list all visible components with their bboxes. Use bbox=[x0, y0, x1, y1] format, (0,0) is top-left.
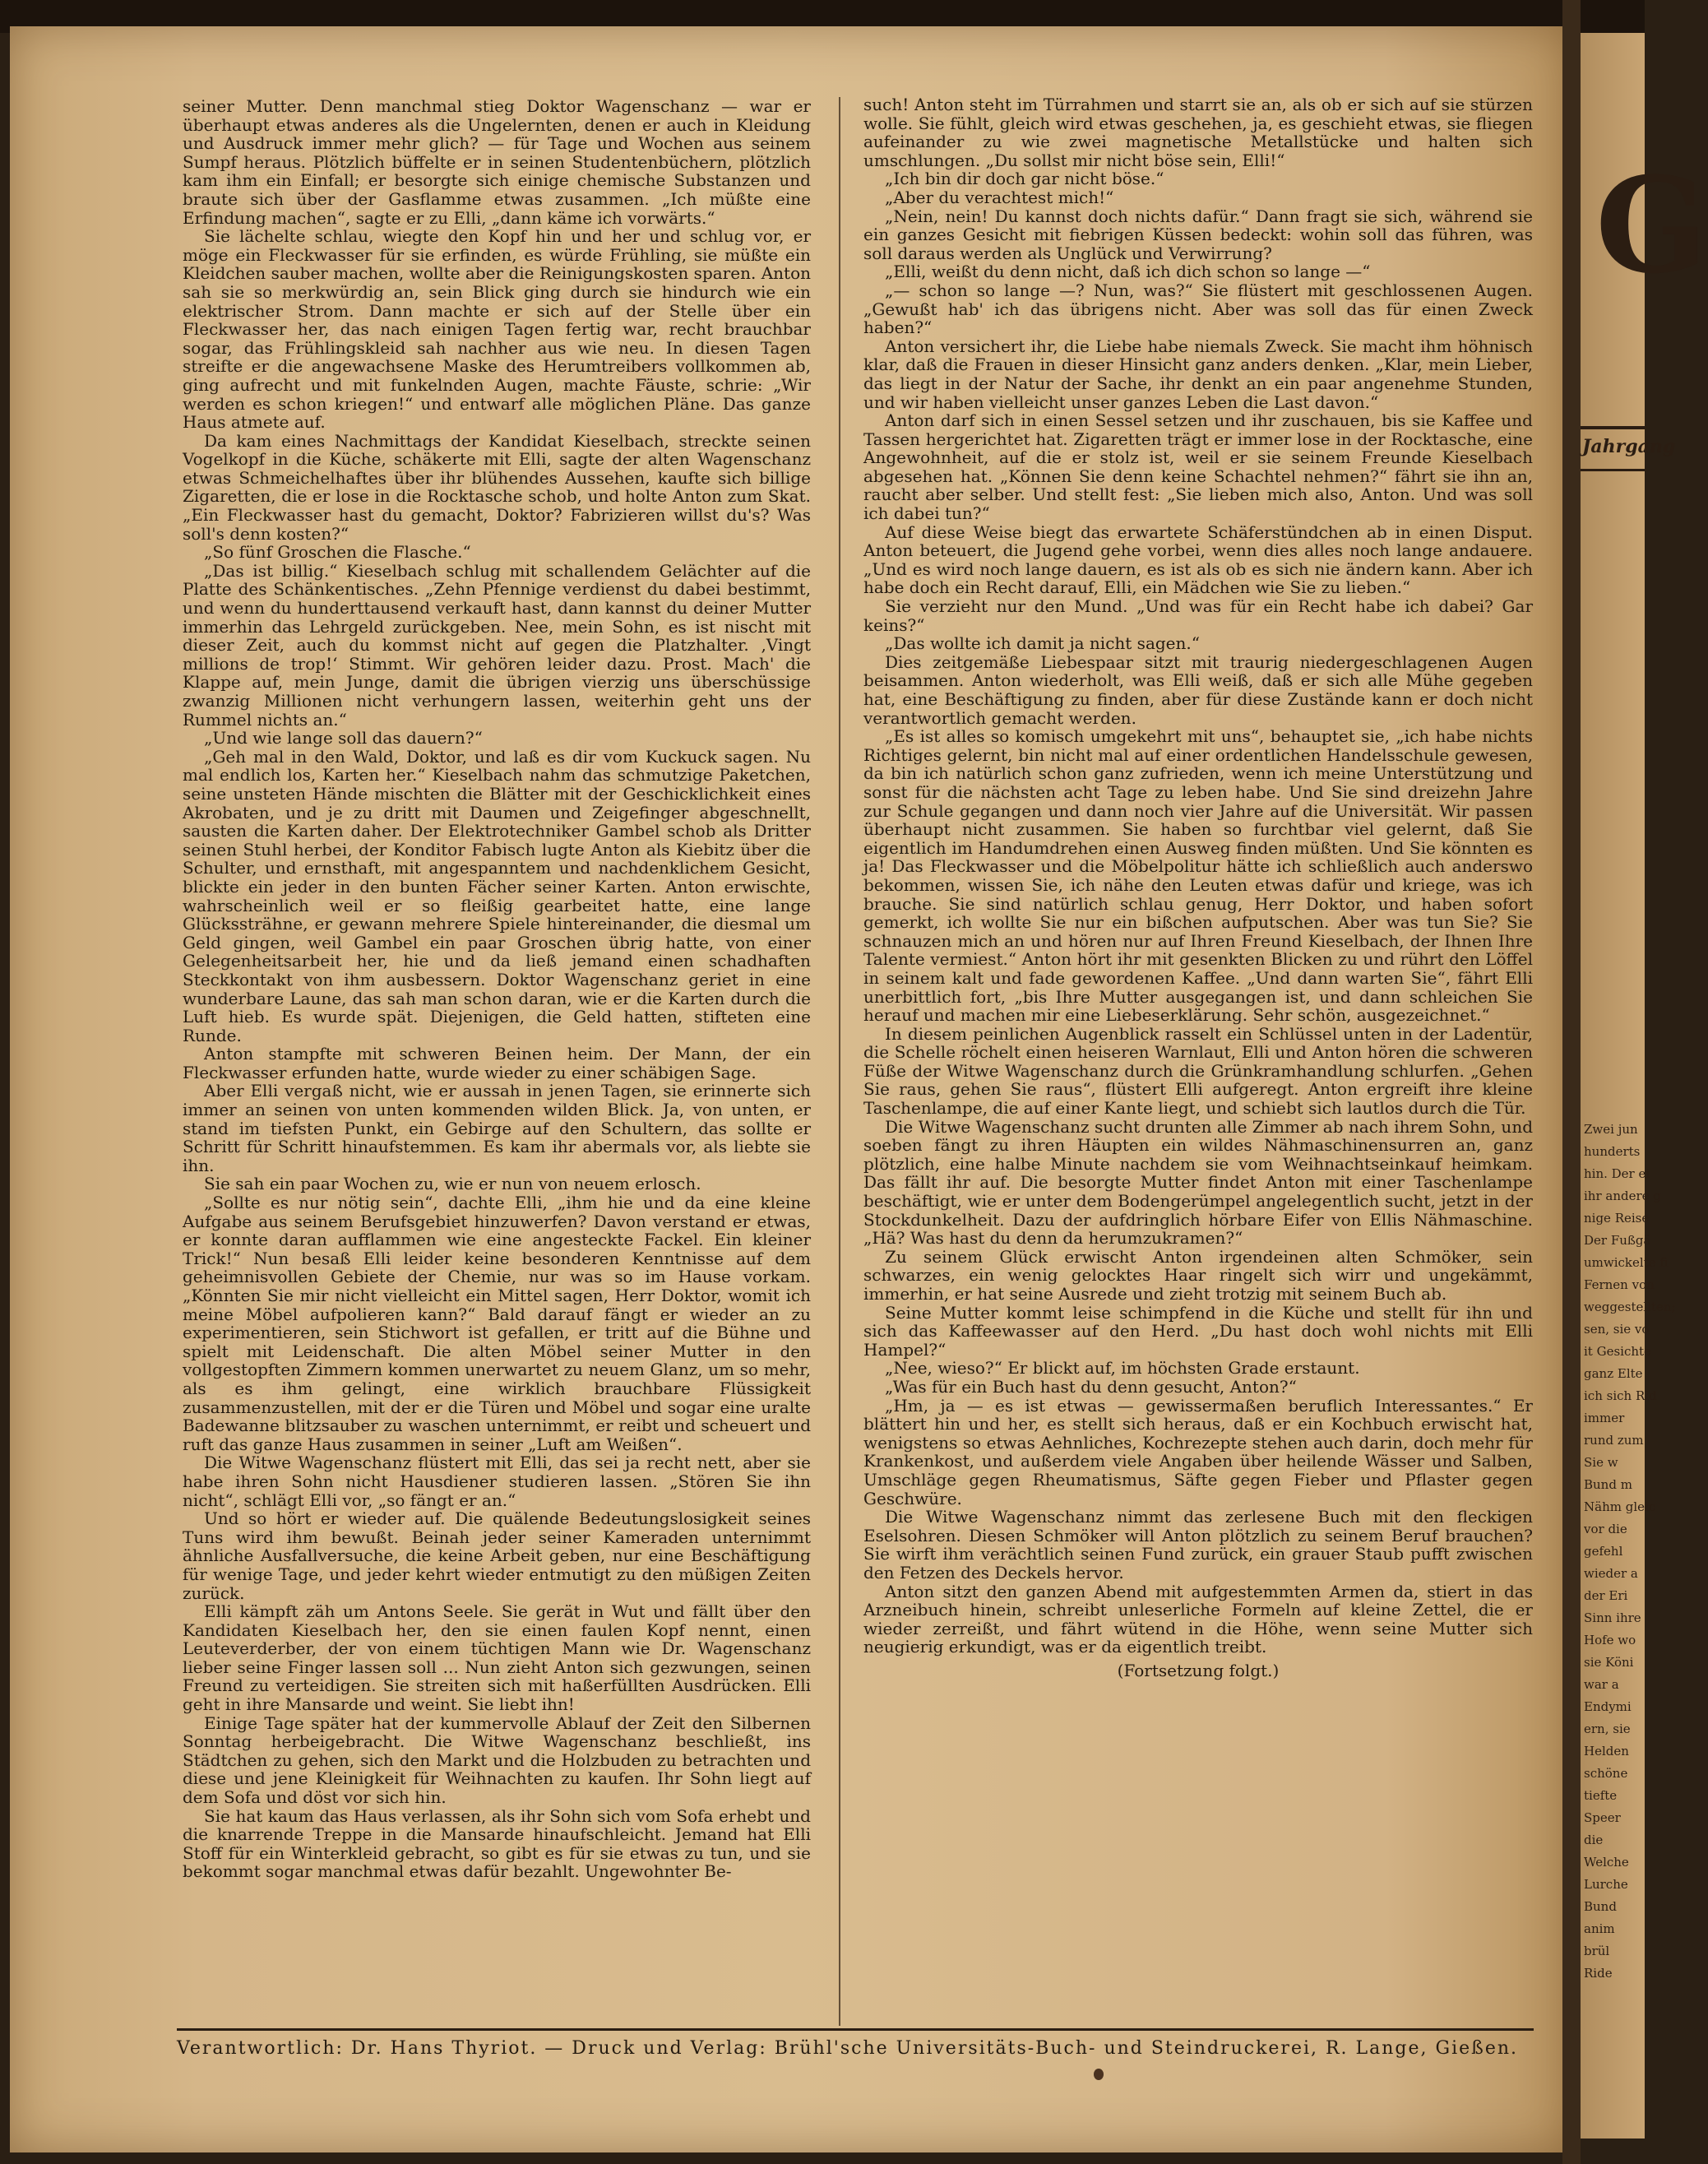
continuation-note: (Fortsetzung folgt.) bbox=[1117, 1660, 1280, 1680]
paragraph: Zu seinem Glück erwischt Anton irgendeinen alten Schmöker, sein schwarzes, ein wenig gelocktes Haar ringelt sich wirr und ungekämmt, immerhin, er hat seine Ausrede und zieht trotzig mit seinem Buch ab. bbox=[863, 1246, 1533, 1304]
neighbor-text-fragment: Speer bbox=[1584, 1810, 1621, 1825]
paragraph: „Nee, wieso?“ Er blickt auf, im höchsten Grade erstaunt. bbox=[885, 1358, 1360, 1379]
neighbor-text-fragment: Endymi bbox=[1584, 1699, 1632, 1714]
paragraph: Auf diese Weise biegt das erwartete Schäferstündchen ab in einen Disput. Anton beteuert, die Jugend gehe vorbei, wenn dies alles noch lange andauere. „Und es wird noch lange dauern, es ist als ob es sich nie ändern kann. Aber ich habe doch ein Recht darauf, Elli, ein Mädchen wie Sie zu lieben.“ bbox=[863, 521, 1533, 598]
neighbor-text-fragment: immer bbox=[1584, 1411, 1625, 1425]
paragraph: „Das wollte ich damit ja nicht sagen.“ bbox=[885, 633, 1200, 654]
neighbor-text-fragment: Welche bbox=[1584, 1855, 1629, 1870]
paragraph: „Es ist alles so komisch umgekehrt mit uns“, behauptet sie, „ich habe nichts Richtiges gelernt, bin nicht mal auf einer ordentlichen Handelsschule gewesen, da bin ich natürlich schon ganz zufrieden, wenn ich meine Unterstützung und sonst für die nächsten acht Tage zu leben habe. Und Sie sind dreizehn Jahre zur Schule gegangen und dann noch vier Jahre auf die Universität. Wir passen überhaupt nicht zusammen. Sie haben so furchtbar viel gelernt, daß Sie eigentlich im Handumdrehen einen Ausweg finden müßten. Und Sie könnten es ja! Das Fleckwasser und die Möbelpolitur hätte ich schließlich auch anderswo bekommen, wissen Sie, ich nähe den Leuten etwas dafür und kriege, was ich brauche. Sie sind natürlich schlau genug, Herr Doktor, und haben sofort gemerkt, ich wollte Sie nur ein bißchen aufputschen. Aber was tun Sie? Sie schnauzen mich an und hören nur auf Ihren Freund Kieselbach, der Ihnen Ihre Talente vermiest.“ Anton hört ihr mit gesenkten Blicken zu und rührt den Löffel in seinem kalt und fade gewordenen Kaffee. „Und dann warten Sie“, fährt Elli unerbittlich fort, „bis Ihre Mutter ausgegangen ist, und dann schleichen Sie herauf und machen mir eine Liebeserklärung. Sehr schön, ausgezeichnet.“ bbox=[863, 726, 1533, 1026]
paragraph: Sie verzieht nur den Mund. „Und was für ein Recht habe ich dabei? Gar keins?“ bbox=[863, 596, 1533, 635]
paragraph: Anton stampfte mit schweren Beinen heim. Der Mann, der ein Fleckwasser erfunden hatte, wurde wieder zu einer schäbigen Sage. bbox=[183, 1044, 811, 1082]
paragraph: Sie lächelte schlau, wiegte den Kopf hin und her und schlug vor, er möge ein Fleckwasser für sie erfinden, es würde Frühling, sie müßte ein Kleidchen sauber machen, wollte aber die Reinigungskosten sparen. Anton sah sie so merkwürdig an, sein Blick ging durch sie hindurch wie ein elektrischer Strom. Dann machte er sich auf der Stelle über ein Fleckwasser her, das nach einigen Tagen fertig war, recht brauchbar sogar, das Frühlingskleid sah nachher aus wie neu. In diesen Tagen streifte er die angewachsene Maske des Herumtreibers vollkommen ab, ging aufrecht und mit funkelnden Augen, machte Fäuste, schrie: „Wir werden es schon kriegen!“ und entwarf alle möglichen Pläne. Das ganze Haus atmete auf. bbox=[183, 226, 811, 433]
paragraph: Anton sitzt den ganzen Abend mit aufgestemmten Armen da, stiert in das Arzneibuch hinein, schreibt unleserliche Formeln auf kleine Zettel, die er wieder zerreißt, und fährt wütend in die Höhe, wenn seine Mutter sich neugierig erkundigt, was er da eigentlich treibt. bbox=[863, 1581, 1533, 1657]
paragraph: „Ich bin dir doch gar nicht böse.“ bbox=[885, 169, 1164, 189]
neighbor-text-fragments bbox=[1584, 1119, 1676, 1985]
paragraph: Anton versichert ihr, die Liebe habe niemals Zweck. Sie macht ihm höhnisch klar, daß die Frauen in dieser Hinsicht ganz anders denken. „Klar, mein Lieber, das liegt in der Natur der Sache, ihr denkt an ein paar angenehme Stunden, und wir haben vielleicht unser ganzes Leben die Last davon.“ bbox=[863, 336, 1533, 412]
neighbor-text-fragment: hunderts bbox=[1584, 1144, 1641, 1159]
column-divider bbox=[839, 97, 840, 2026]
neighbor-text-fragment: weggestellten; bbox=[1584, 1300, 1676, 1314]
neighbor-text-fragment: ganz Elte bbox=[1584, 1366, 1643, 1381]
article-right-column bbox=[863, 95, 1533, 1680]
neighbor-rule bbox=[1581, 469, 1645, 471]
neighbor-text-fragment: ihr andere g bbox=[1584, 1189, 1661, 1203]
paragraph: „Nein, nein! Du kannst doch nichts dafür.“ Dann fragt sie sich, während sie ein ganzes Gesicht mit fiebrigen Küssen bedeckt: wohin soll das führen, was soll daraus werden als Unglück und Verwirrung? bbox=[863, 206, 1533, 263]
paragraph: Die Witwe Wagenschanz flüstert mit Elli, das sei ja recht nett, aber sie habe ihren Sohn nicht Hausdiener studieren lassen. „Stören Sie ihn nicht“, schlägt Elli vor, „so fängt er an.“ bbox=[183, 1453, 811, 1510]
paragraph: „Und wie lange soll das dauern?“ bbox=[204, 728, 483, 748]
paragraph: „Das ist billig.“ Kieselbach schlug mit schallendem Gelächter auf die Platte des Schänkentisches. „Zehn Pfennige verdienst du dabei bestimmt, und wenn du hunderttausend verkauft hast, dann kannst du deiner Mutter immerhin das Lehrgeld zurückgeben. Nee, mein Sohn, es ist nischt mit dieser Zeit, auch du kommst nicht auf gegen die Platzhalter. ‚Vingt millions de trop!‘ Stimmt. Wir gehören leider dazu. Prost. Mach' die Klappe auf, mein Junge, damit die übrigen vierzig uns überschüssige zwanzig Millionen nicht verhungern lassen, weiterhin geht uns der Rummel nichts an.“ bbox=[183, 560, 811, 730]
neighbor-text-fragment: it Gesichte bbox=[1584, 1344, 1651, 1359]
paragraph: Seine Mutter kommt leise schimpfend in die Küche und stellt für ihn und sich das Kaffeewasser auf den Herd. „Du hast doch wohl nichts mit Elli Hampel?“ bbox=[863, 1302, 1533, 1360]
paragraph: Und so hört er wieder auf. Die quälende Bedeutungslosigkeit seines Tuns wird ihm bewußt. Beinah jeder seiner Kameraden unternimmt ähnliche Ausfallversuche, die keine Arbeit geben, nur eine Beschäftigung für wenige Tage, und jeder kehrt wieder entmutigt zu den müßigen Zeiten zurück. bbox=[183, 1508, 811, 1603]
paragraph: In diesem peinlichen Augenblick rasselt ein Schlüssel unten in der Ladentür, die Schelle röchelt einen heiseren Warnlaut, Elli und Anton hören die schweren Füße der Witwe Wagenschanz durch die Grünkramhandlung schlurfen. „Gehen Sie raus, gehen Sie raus“, flüstert Elli aufgeregt. Anton ergreift ihre kleine Taschenlampe, die auf einer Kante liegt, und schiebt sich lautlos durch die Tür. bbox=[863, 1023, 1533, 1119]
neighbor-page-edge bbox=[1581, 33, 1708, 2139]
book-binding bbox=[1562, 0, 1581, 2164]
neighbor-text-fragment: rund zum bbox=[1584, 1433, 1644, 1448]
neighbor-text-fragment: vor die bbox=[1584, 1522, 1627, 1536]
neighbor-text-fragment: tiefte bbox=[1584, 1788, 1618, 1803]
neighbor-text-fragment: Bund m bbox=[1584, 1477, 1632, 1492]
neighbor-text-fragment: Lurche bbox=[1584, 1877, 1628, 1892]
paragraph: Anton darf sich in einen Sessel setzen und ihr zuschauen, bis sie Kaffee und Tassen hergerichtet hat. Zigaretten trägt er immer lose in der Rocktasche, eine Angewohnheit, auf die er stolz ist, weil er sie seinem Freunde Kieselbach abgesehen hat. „Können Sie denn keine Schachtel nehmen?“ fährt sie ihn an, raucht aber selber. Und stellt fest: „Sie lieben mich also, Anton. Und was soll ich dabei tun?“ bbox=[863, 410, 1533, 524]
neighbor-text-fragment: ich sich Rid bbox=[1584, 1388, 1657, 1403]
neighbor-text-fragment: Helden bbox=[1584, 1744, 1629, 1759]
paragraph: „Hm, ja — es ist etwas — gewissermaßen beruflich Interessantes.“ Er blättert hin und her, es stellt sich heraus, daß er ein Kochbuch erwischt hat, wenigstens so etwas Aehnliches, Kochrezepte stehen auch darin, doch mehr für Krankenkost, und außerdem viele Angaben über heilende Wässer und Salben, Umschläge gegen Rheumatismus, Säfte gegen Fieber und Pflaster gegen Geschwüre. bbox=[863, 1395, 1533, 1508]
neighbor-text-fragment: war a bbox=[1584, 1677, 1619, 1692]
neighbor-text-fragment: wieder a bbox=[1584, 1566, 1638, 1581]
paragraph: Aber Elli vergaß nicht, wie er aussah in jenen Tagen, sie erinnerte sich immer an seinen von unten kommenden wilden Blick. Ja, von unten, er stand im tiefsten Punkt, ein Gebirge auf den Schultern, das sollte er Schritt für Schritt hinaufstemmen. Es kam ihr abermals vor, als liebte sie ihn. bbox=[183, 1081, 811, 1175]
neighbor-text-fragment: Ride bbox=[1584, 1966, 1613, 1981]
neighbor-text-fragment: umwickelte fi bbox=[1584, 1255, 1669, 1270]
paragraph: Die Witwe Wagenschanz sucht drunten alle Zimmer ab nach ihrem Sohn, und soeben fängt zu ihren Häupten ein wildes Nähmaschinensurren an, ganz plötzlich, eine halbe Minute nachdem sie vom Weihnachtseinkauf heimkam. Das fällt ihr auf. Die besorgte Mutter findet Anton mit einer Taschenlampe beschäftigt, wie er unter dem Bodengerümpel angelegentlich sucht, jetzt in der Stockdunkelheit. Dazu der aufdringlich hörbare Eifer von Ellis Nähmaschine. „Hä? Was hast du denn da herumzukramen?“ bbox=[863, 1116, 1533, 1249]
paragraph: Einige Tage später hat der kummervolle Ablauf der Zeit den Silbernen Sonntag herbeigebracht. Die Witwe Wagenschanz beschließt, ins Städtchen zu gehen, sich den Markt und die Holzbuden zu betrachten und diese und jene Kleinigkeit für Weihnachten zu kaufen. Ihr Sohn liegt auf dem Sofa und döst vor sich hin. bbox=[183, 1712, 811, 1808]
paragraph: „So fünf Groschen die Flasche.“ bbox=[204, 542, 471, 563]
paragraph: Dies zeitgemäße Liebespaar sitzt mit traurig niedergeschlagenen Augen beisammen. Anton wiederholt, was Elli weiß, daß er sich alle Mühe gegeben hat, eine Beschäftigung zu finden, aber für diese Zustände kann er doch nicht verantwortlich gemacht werden. bbox=[863, 651, 1533, 728]
neighbor-text-fragment: Der Fußgä bbox=[1584, 1233, 1651, 1248]
paragraph: „Aber du verachtest mich!“ bbox=[885, 187, 1114, 207]
neighbor-text-fragment: Fernen von bbox=[1584, 1277, 1655, 1292]
neighbor-text-fragment: Bund bbox=[1584, 1899, 1617, 1914]
neighbor-text-fragment: nige Reise bbox=[1584, 1211, 1650, 1226]
paragraph: Die Witwe Wagenschanz nimmt das zerlesene Buch mit den fleckigen Eselsohren. Diesen Schmöker will Anton plötzlich zu seinem Beruf brauchen? Sie wirft ihm verächtlich seinen Fund zurück, ein grauer Staub pufft zwischen den Fetzen des Deckels hervor. bbox=[863, 1507, 1533, 1582]
ink-spot bbox=[1094, 2069, 1104, 2080]
paragraph: „Geh mal in den Wald, Doktor, und laß es dir vom Kuckuck sagen. Nu mal endlich los, Karten her.“ Kieselbach nahm das schmutzige Paketchen, seine unsteten Hände mischten die Blätter mit der Geschicklichkeit eines Akrobaten, und je zu dritt mit Daumen und Zeigefinger abgeschnellt, sausten die Karten daher. Der Elektrotechniker Gambel schob als Dritter seinen Stuhl herbei, der Konditor Fabisch lugte Anton als Kiebitz über die Schulter, und ernsthaft, mit angespanntem und nachdenklichem Gesicht, blickte ein jeder in den bunten Fächer seiner Karten. Anton erwischte, wahrscheinlich weil er so fleißig gearbeitet hatte, eine lange Glückssträhne, er gewann mehrere Spiele hintereinander, die diesmal um Geld gingen, weil Gambel ein paar Groschen übrig hatte, von einer Gelegenheitsarbeit her, hie und da ließ jemand einen schadhaften Steckkontakt von ihm ausbessern. Doktor Wagenschanz geriet in eine wunderbare Laune, das sah man schon daran, wie er die Karten durch die Luft hieb. Es wurde spät. Diejenigen, die Geld hatten, stifteten eine Runde. bbox=[183, 746, 811, 1045]
neighbor-text-fragment: anim bbox=[1584, 1921, 1615, 1936]
paragraph: „Was für ein Buch hast du denn gesucht, Anton?“ bbox=[885, 1376, 1297, 1397]
paragraph: Sie sah ein paar Wochen zu, wie er nun von neuem erlosch. bbox=[204, 1174, 701, 1194]
neighbor-masthead-letter: G bbox=[1595, 148, 1708, 303]
imprint-line: Verantwortlich: Dr. Hans Thyriot. — Druck und Verlag: Brühl'sche Universitäts-Buch- und Steindruckerei, R. Lange, Gießen. bbox=[177, 2038, 1519, 2059]
paragraph: „Sollte es nur nötig sein“, dachte Elli, „ihm hie und da eine kleine Aufgabe aus seinem Berufsgebiet hinzuwerfen? Davon verstand er etwas, er konnte daran aufflammen wie eine angesteckte Fackel. Ein kleiner Trick!“ Nun besaß Elli leider keine besonderen Kenntnisse auf dem geheimnisvollen Gebiete der Chemie, nur was so im Hause vorkam. „Könnten Sie mir nicht vielleicht ein Mittel sagen, Herr Doktor, womit ich meine Möbel aufpolieren kann?“ Bald darauf fängt er wieder an zu experimentieren, sein Stichwort ist gefallen, er tritt auf die Bühne und spielt mit Leidenschaft. Die alten Möbel seiner Mutter in den vollgestopften Zimmern kommen unerwartet zu neuem Glanz, um so mehr, als es ihm gelingt, eine wirklich brauchbare Flüssigkeit zusammenzustellen, mit der er die Türen und Möbel und sogar eine uralte Badewanne blitzsauber zu waschen unternimmt, er reibt und scheuert und ruft das ganze Haus zusammen in seiner „Luft am Weißen“. bbox=[183, 1193, 811, 1454]
article-left-column bbox=[183, 97, 811, 1881]
neighbor-text-fragment: sie Köni bbox=[1584, 1655, 1634, 1670]
neighbor-text-fragment: ern, sie bbox=[1584, 1721, 1631, 1736]
neighbor-text-fragment: Sie w bbox=[1584, 1455, 1618, 1470]
neighbor-text-fragment: Hofe wo bbox=[1584, 1633, 1636, 1647]
paragraph: „Elli, weißt du denn nicht, daß ich dich schon so lange —“ bbox=[885, 262, 1371, 282]
neighbor-text-fragment: Sinn ihre bbox=[1584, 1610, 1641, 1625]
paragraph: Da kam eines Nachmittags der Kandidat Kieselbach, streckte seinen Vogelkopf in die Küche, schäkerte mit Elli, sagte der alten Wagenschanz etwas Schmeichelhaftes über ihr blühendes Aussehen, kaufte sich billige Zigaretten, die er lose in die Rocktasche schob, und holte Anton zum Skat. „Ein Fleckwasser hast du gemacht, Doktor? Fabrizieren willst du's? Was soll's denn kosten?“ bbox=[183, 430, 811, 544]
neighbor-volume-label: Jahrgang bbox=[1582, 436, 1676, 457]
neighbor-text-fragment: Nähm gleic bbox=[1584, 1499, 1656, 1514]
neighbor-text-fragment: hin. Der ei bbox=[1584, 1166, 1650, 1181]
neighbor-text-fragment: schöne bbox=[1584, 1766, 1628, 1781]
neighbor-text-fragment: die bbox=[1584, 1833, 1604, 1847]
footer-rule bbox=[177, 2028, 1534, 2031]
paragraph: such! Anton steht im Türrahmen und starrt sie an, als ob er sich auf sie stürzen wolle. Sie fühlt, gleich wird etwas geschehen, ja, es geschieht etwas, sie fliegen aufeinander zu wie zwei magnetische Metallstücke und halten sich umschlungen. „Du sollst mir nicht böse sein, Elli!“ bbox=[863, 95, 1533, 170]
neighbor-text-fragment: brül bbox=[1584, 1944, 1610, 1958]
neighbor-text-fragment: gefehl bbox=[1584, 1544, 1623, 1559]
paragraph: seiner Mutter. Denn manchmal stieg Doktor Wagenschanz — war er überhaupt etwas anderes als die Ungelernten, denen er auch in Kleidung und Ausdruck immer mehr glich? — für Tage und Wochen aus seinem Sumpf heraus. Plötzlich büffelte er in seinen Studentenbüchern, plötzlich kam ihm ein Einfall; er besorgte sich einige chemische Substanzen und braute sich über der Gasflamme etwas zusammen. „Ich müßte eine Erfindung machen“, sagte er zu Elli, „dann käme ich vorwärts.“ bbox=[183, 96, 811, 228]
neighbor-rule bbox=[1581, 426, 1645, 429]
paragraph: Sie hat kaum das Haus verlassen, als ihr Sohn sich vom Sofa erhebt und die knarrende Treppe in die Mansarde hinaufschleicht. Jemand hat Elli Stoff für ein Winterkleid gebracht, so gibt es für sie etwas zu tun, und sie bekommt sogar manchmal etwas dafür bezahlt. Ungewohnter Be- bbox=[183, 1805, 811, 1882]
neighbor-text-fragment: der Eri bbox=[1584, 1588, 1628, 1603]
neighbor-text-fragment: sen, sie vo bbox=[1584, 1322, 1650, 1337]
paragraph: Elli kämpft zäh um Antons Seele. Sie gerät in Wut und fällt über den Kandidaten Kieselbach her, den sie einen faulen Kopf nennt, einen Leuteverderber, der von einem tüchtigen Mann wie Dr. Wagenschanz lieber seine Finger lassen soll ... Nun zieht Anton sich gezwungen, seinen Freund zu verteidigen. Sie streiten sich mit haßerfüllten Ausdrücken. Elli geht in ihre Mansarde und weint. Sie liebt ihn! bbox=[183, 1601, 811, 1715]
paragraph: „— schon so lange —? Nun, was?“ Sie flüstert mit geschlossenen Augen. „Gewußt hab' ich das übrigens nicht. Aber was soll das für einen Zweck haben?“ bbox=[863, 280, 1533, 338]
neighbor-text-fragment: Zwei jun bbox=[1584, 1122, 1638, 1137]
